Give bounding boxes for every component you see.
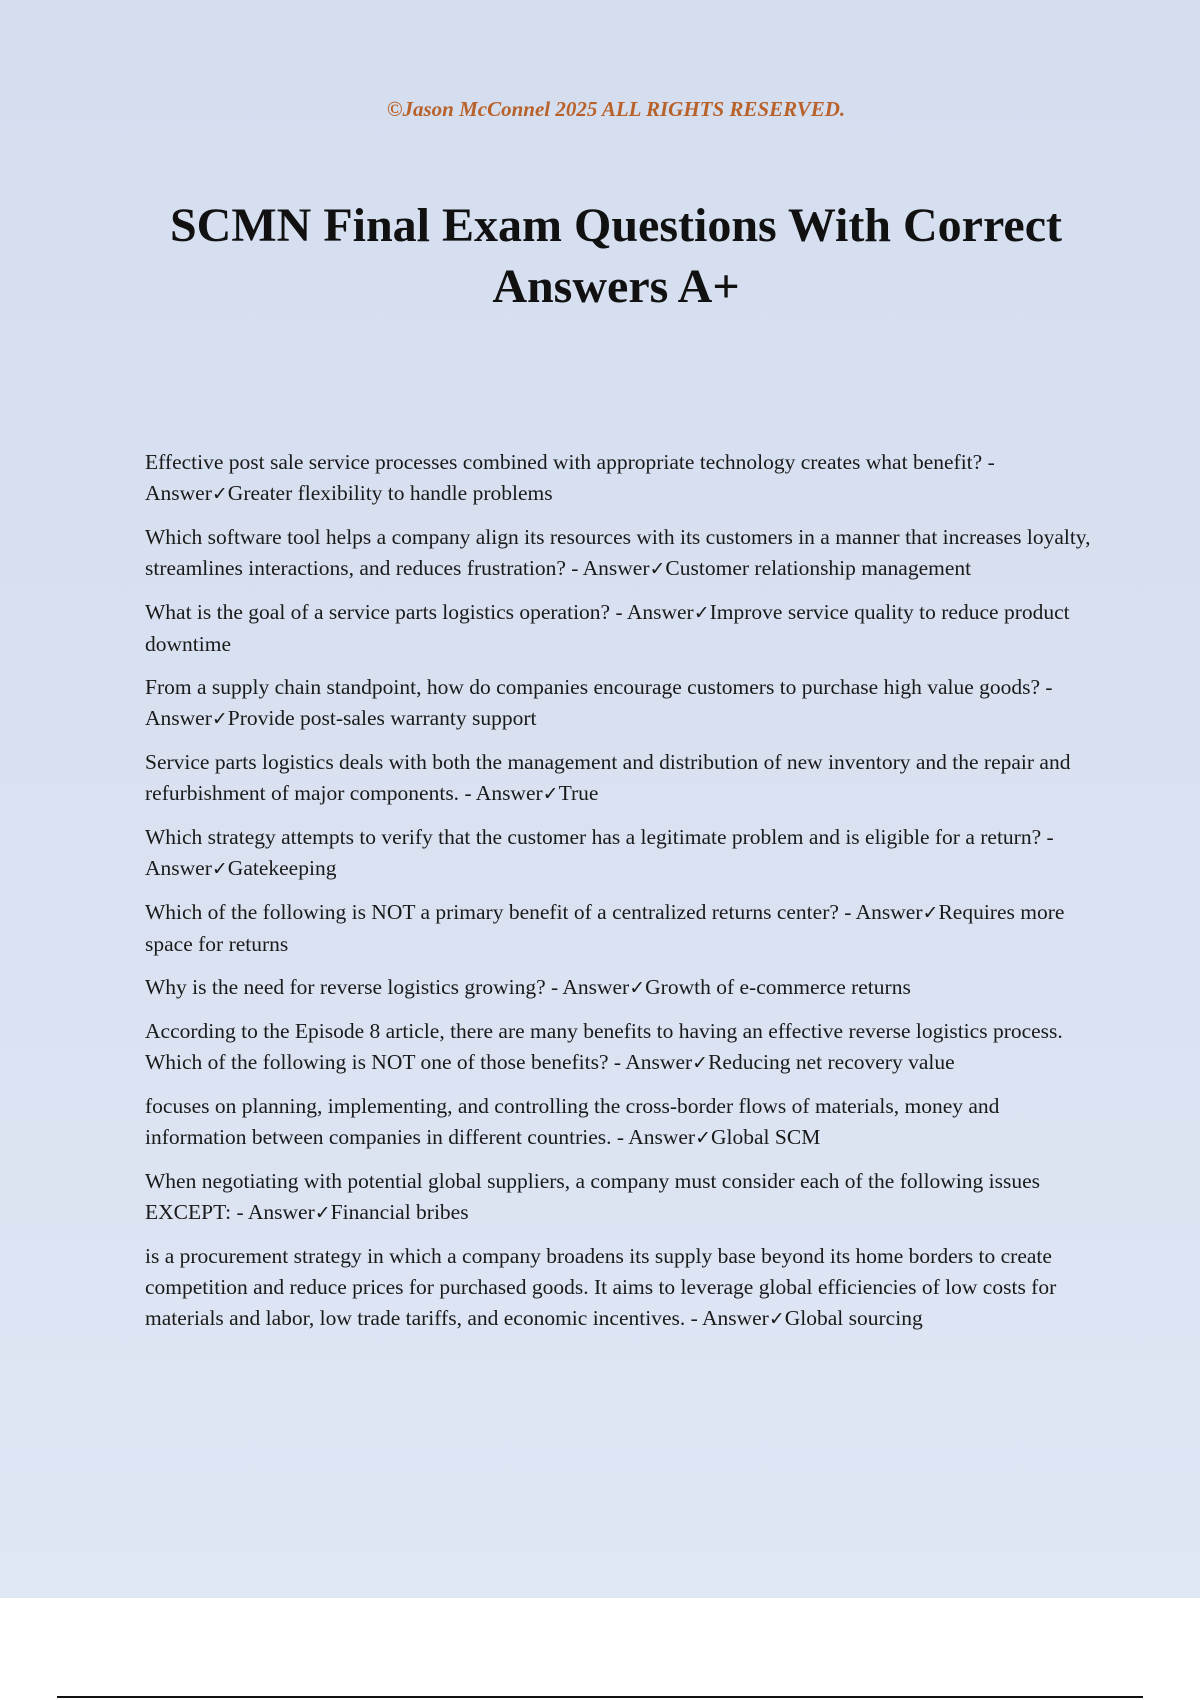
answer-prefix: - Answer [690, 1306, 769, 1330]
answer-prefix: - Answer [613, 1050, 693, 1074]
question-text: What is the goal of a service parts logistics operation? [145, 600, 611, 624]
answer-prefix: - Answer [145, 675, 1053, 730]
answer-text: Gatekeeping [227, 856, 337, 880]
check-icon: ✓ [649, 558, 666, 580]
question-text: Effective post sale service processes combined with appropriate technology creates what benefit? [145, 450, 983, 474]
question-text: Which of the following is NOT a primary benefit of a centralized returns center? [145, 900, 839, 924]
qa-item [145, 1016, 1095, 1079]
answer-prefix: - Answer [551, 975, 630, 999]
check-icon: ✓ [695, 1127, 712, 1149]
qa-list [145, 447, 1095, 1347]
answer-text: Customer relationship management [665, 556, 972, 580]
question-text: From a supply chain standpoint, how do companies encourage customers to purchase high value goods? [145, 675, 1041, 699]
question-text: According to the Episode 8 article, there are many benefits to having an effective reverse logistics process. Which of the following is NOT one of those benefits? [145, 1019, 1063, 1074]
qa-item [145, 1091, 1095, 1154]
document-title: SCMN Final Exam Questions With Correct Answers A+ [169, 199, 1062, 313]
question-text: Which software tool helps a company align its resources with its customers in a manner that increases loyalty, streamlines interactions, and reduces frustration? [145, 525, 1091, 580]
answer-text: Global sourcing [784, 1306, 923, 1330]
answer-prefix: - Answer [464, 781, 543, 805]
check-icon: ✓ [542, 783, 559, 805]
check-icon: ✓ [692, 1052, 709, 1074]
page-divider [57, 1696, 1143, 1698]
answer-text: Financial bribes [330, 1200, 469, 1224]
question-text: Which strategy attempts to verify that the customer has a legitimate problem and is eligible for a return? [145, 825, 1042, 849]
question-text: When negotiating with potential global suppliers, a company must consider each of the following issues EXCEPT: [145, 1169, 1041, 1224]
check-icon: ✓ [629, 977, 646, 999]
answer-prefix: - Answer [844, 900, 923, 924]
answer-prefix: - Answer [571, 556, 650, 580]
copyright-notice: ©Jason McConnel 2025 ALL RIGHTS RESERVED. [386, 97, 846, 121]
question-text: is a procurement strategy in which a company broadens its supply base beyond its home borders to create competition and reduce prices for purchased goods. It aims to leverage global efficiencies of low costs for materials and labor, low trade tariffs, and economic incentives. [145, 1244, 1057, 1330]
question-text: Service parts logistics deals with both the management and distribution of new inventory and the repair and refurbishment of major components. [145, 750, 1071, 805]
answer-text: Reducing net recovery value [708, 1050, 955, 1074]
answer-prefix: - Answer [145, 450, 995, 505]
check-icon: ✓ [693, 602, 710, 624]
qa-item [145, 522, 1095, 585]
check-icon: ✓ [211, 858, 228, 880]
answer-text: True [558, 781, 599, 805]
answer-text: Global SCM [711, 1125, 821, 1149]
question-text: focuses on planning, implementing, and controlling the cross-border flows of materials, money and information between companies in different countries. [145, 1094, 1000, 1149]
check-icon: ✓ [768, 1308, 785, 1330]
qa-item [145, 672, 1095, 735]
qa-item [145, 747, 1095, 810]
check-icon: ✓ [314, 1202, 331, 1224]
answer-text: Requires more space for returns [145, 900, 1065, 956]
qa-item [145, 1166, 1095, 1229]
check-icon: ✓ [211, 708, 228, 730]
qa-item [145, 897, 1095, 960]
qa-item [145, 597, 1095, 660]
answer-prefix: - Answer [236, 1200, 315, 1224]
check-icon: ✓ [211, 483, 228, 505]
answer-prefix: - Answer [615, 600, 694, 624]
qa-item [145, 1241, 1095, 1335]
qa-item [145, 972, 1095, 1004]
question-text: Why is the need for reverse logistics growing? [145, 975, 546, 999]
answer-text: Provide post-sales warranty support [227, 706, 537, 730]
qa-item [145, 822, 1095, 885]
answer-text: Growth of e-commerce returns [645, 975, 911, 999]
qa-item [145, 447, 1095, 510]
answer-text: Greater flexibility to handle problems [227, 481, 553, 505]
check-icon: ✓ [922, 902, 939, 924]
answer-prefix: - Answer [616, 1125, 696, 1149]
answer-text: Improve service quality to reduce product downtime [145, 600, 1070, 656]
answer-prefix: - Answer [145, 825, 1054, 880]
